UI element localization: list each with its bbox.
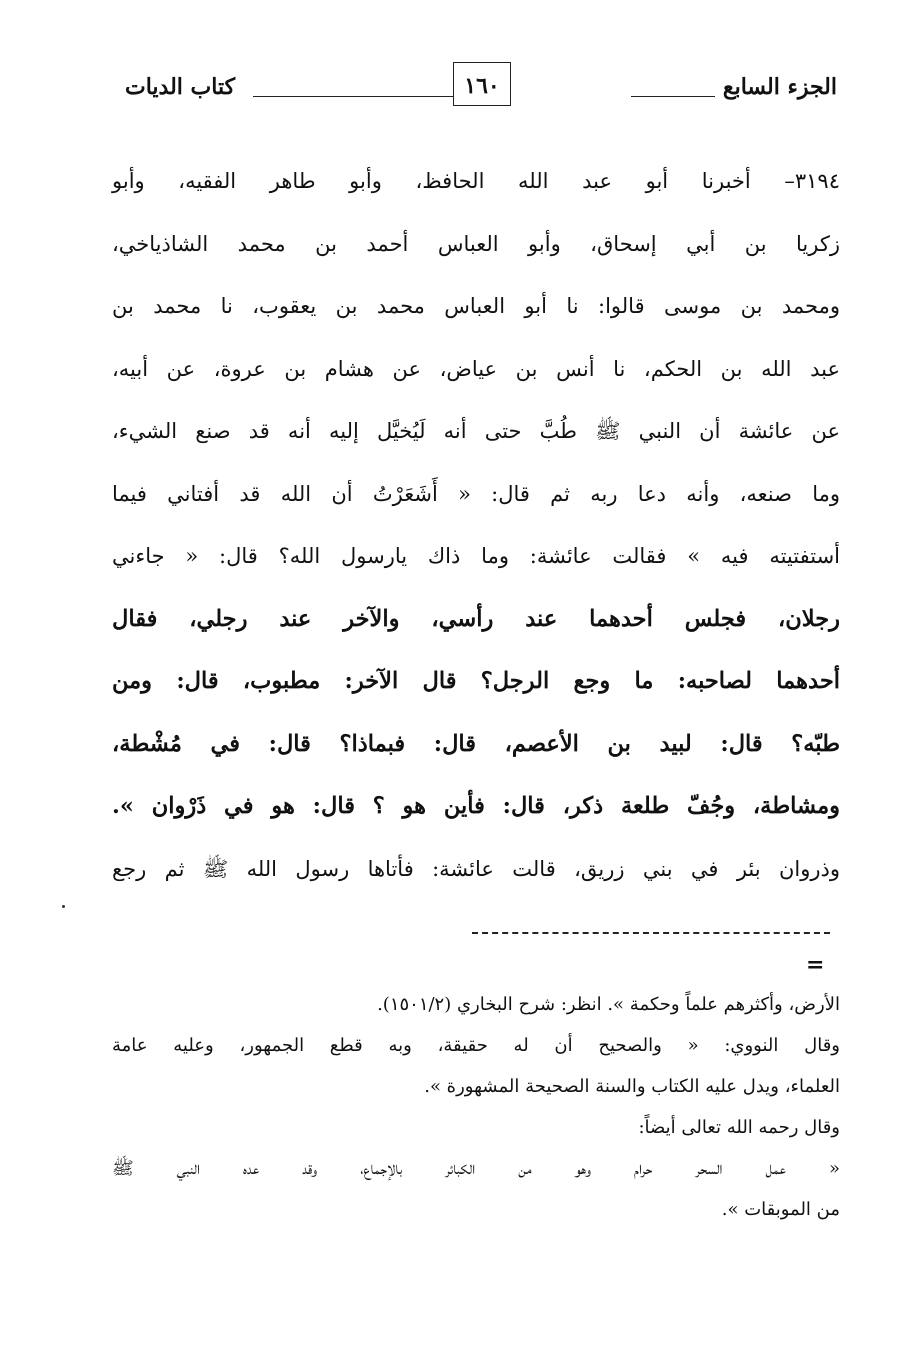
text-line: ومشاطة، وجُفّ طلعة ذكر، قال: فأين هو ؟ قال: هو في ذَرْوان ». [112,793,840,819]
footnote-separator [472,932,830,934]
text-line: زكريا بن أبي إسحاق، وأبو العباس أحمد بن محمد الشاذياخي، [112,231,840,256]
book-title: كتاب الديات [125,74,236,100]
page-number: ١٦٠ [453,62,511,106]
text-line: أستفتيته فيه » فقالت عائشة: وما ذاك يارسول الله؟ قال: « جاءني [112,544,840,568]
page-header [125,62,837,112]
text-line: أحدهما لصاحبه: ما وجع الرجل؟ قال الآخر: مطبوب، قال: ومن [112,668,840,694]
text-line: عن عائشة أن النبي ﷺ طُبَّ حتى أنه لَيُخيَّل إليه أنه قد صنع الشيء، [112,419,840,443]
margin-mark [62,905,65,908]
footnote-line: وقال النووي: « والصحيح أن له حقيقة، وبه قطع الجمهور، وعليه عامة [112,1035,840,1056]
text-line: طبّه؟ قال: لبيد بن الأعصم، قال: فبماذا؟ قال: في مُشْطة، [112,730,840,757]
main-text [112,150,840,900]
header-rule-left [253,96,453,97]
text-line: ٣١٩٤– أخبرنا أبو عبد الله الحافظ، وأبو طاهر الفقيه، وأبو [112,169,840,193]
text-line: وذروان بئر في بني زريق، قالت عائشة: فأتاها رسول الله ﷺ ثم رجع [112,856,840,881]
text-line: عبد الله بن الحكم، نا أنس بن عياض، عن هشام بن عروة، عن أبيه، [112,356,840,381]
footnote-line: العلماء، ويدل عليه الكتاب والسنة الصحيحة المشهورة ». [424,1076,840,1097]
continuation-mark: = [806,952,823,978]
footnote-line: من الموبقات ». [721,1199,840,1220]
footnote-line: وقال رحمه الله تعالى أيضاً: [638,1117,840,1138]
volume-title: الجزء السابع [722,74,837,100]
header-rule-right [631,96,715,97]
footnotes [112,980,840,1231]
text-line: رجلان، فجلس أحدهما عند رأسي، والآخر عند رجلي، فقال [112,605,840,632]
footnote-line: الأرض، وأكثرهم علماً وحكمة ». انظر: شرح البخاري (١٥٠١/٢). [377,994,840,1015]
text-line: ومحمد بن موسى قالوا: نا أبو العباس محمد بن يعقوب، نا محمد بن [112,294,840,318]
footnote-line: « عمل السحر حرام وهو من الكبائر بالإجماع، وقد عده النبي ﷺ [112,1158,840,1179]
text-line: وما صنعه، وأنه دعا ربه ثم قال: « أَشَعَرْتُ أن الله قد أفتاني فيما [112,481,840,506]
